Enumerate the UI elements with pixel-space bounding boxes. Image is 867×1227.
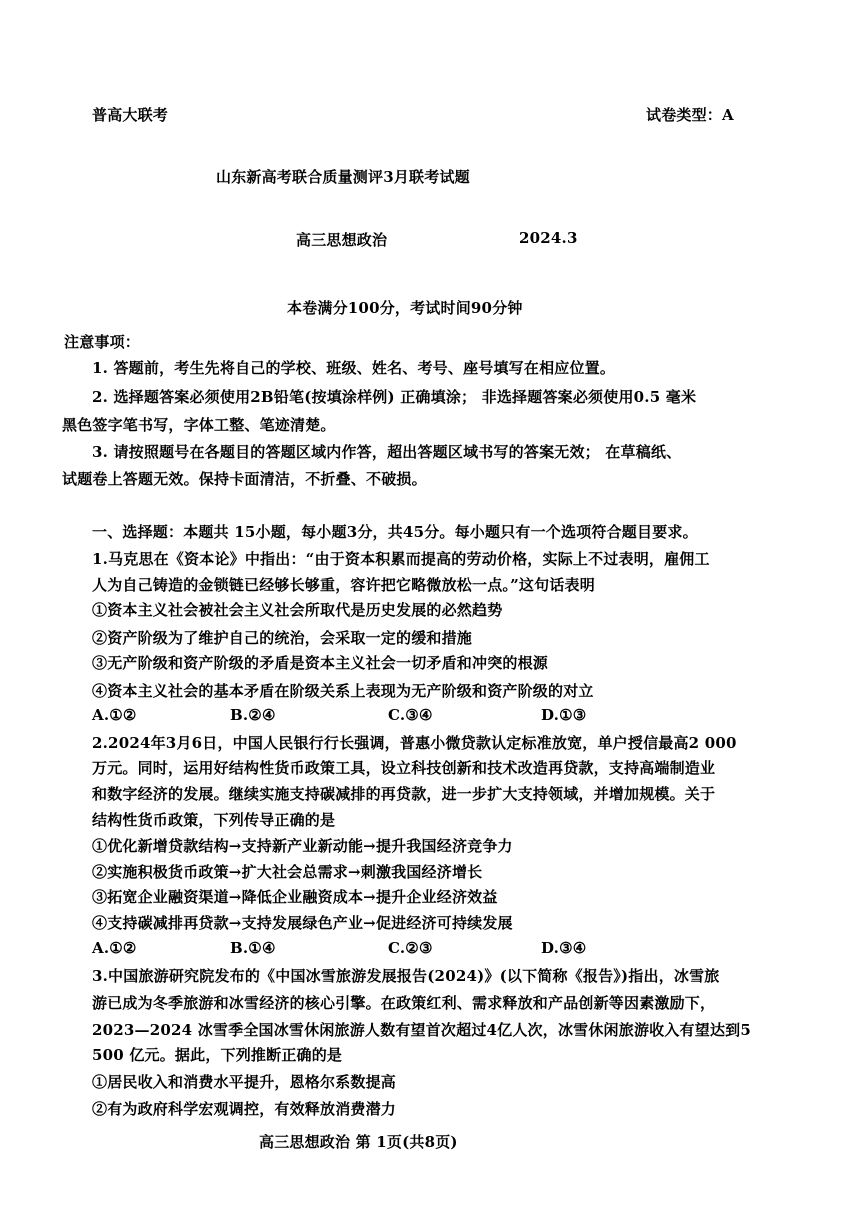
statement-item: ③拓宽企业融资渠道→降低企业融资成本→提升企业经济效益 bbox=[92, 888, 498, 906]
statement-item: ②实施积极货币政策→扩大社会总需求→刺激我国经济增长 bbox=[92, 863, 483, 881]
option-c: C.②③ bbox=[388, 939, 433, 957]
statement-item: ④支持碳减排再贷款→支持发展绿色产业→促进经济可持续发展 bbox=[92, 914, 513, 932]
paper-type: 试卷类型：A bbox=[646, 106, 734, 124]
score-time: 本卷满分100分，考试时间90分钟 bbox=[287, 299, 523, 317]
question-3-text: 游已成为冬季旅游和冰雪经济的核心引擎。在政策红利、需求释放和产品创新等因素激励下， bbox=[92, 994, 716, 1012]
question-1-text: 1.马克思在《资本论》中指出：“由于资本积累而提高的劳动价格，实际上不过表明，雇佣工 bbox=[92, 550, 710, 568]
option-b: B.①④ bbox=[230, 939, 276, 957]
notice-item: 3. 请按照题号在各题目的答题区域内作答，超出答题区域书写的答案无效； 在草稿纸、 bbox=[92, 443, 682, 461]
question-2-text: 2.2024年3月6日，中国人民银行行长强调，普惠小微贷款认定标准放宽，单户授信最高2 000 bbox=[92, 734, 737, 752]
question-2-text: 结构性货币政策，下列传导正确的是 bbox=[92, 811, 336, 829]
section-heading: 一、选择题：本题共 15小题，每小题3分，共45分。每小题只有一个选项符合题目要求。 bbox=[92, 523, 698, 541]
statement-item: ①优化新增贷款结构→支持新产业新动能→提升我国经济竞争力 bbox=[92, 837, 513, 855]
notice-title: 注意事项： bbox=[64, 333, 141, 351]
answer-options bbox=[0, 706, 867, 728]
option-a: A.①② bbox=[92, 939, 137, 957]
option-b: B.②④ bbox=[230, 706, 276, 724]
statement-item: ③无产阶级和资产阶级的矛盾是资本主义社会一切矛盾和冲突的根源 bbox=[92, 654, 549, 672]
exam-date: 2024.3 bbox=[519, 229, 578, 247]
notice-item: 1. 答题前，考生先将自己的学校、班级、姓名、考号、座号填写在相应位置。 bbox=[92, 359, 616, 377]
question-3-text: 500 亿元。据此，下列推断正确的是 bbox=[92, 1046, 343, 1064]
option-c: C.③④ bbox=[388, 706, 433, 724]
question-2-text: 万元。同时，运用好结构性货币政策工具，设立科技创新和技术改造再贷款，支持高端制造业 bbox=[92, 759, 716, 777]
question-1-text: 人为自己铸造的金锁链已经够长够重，容许把它略微放松一点。”这句话表明 bbox=[92, 576, 595, 594]
answer-options bbox=[0, 939, 867, 961]
exam-org: 普高大联考 bbox=[92, 106, 169, 124]
question-3-text: 2023—2024 冰雪季全国冰雪休闲旅游人数有望首次超过4亿人次，冰雪休闲旅游收入有望达到5 bbox=[92, 1021, 751, 1039]
subject-name: 高三思想政治 bbox=[296, 231, 388, 249]
notice-item: 2. 选择题答案必须使用2B铅笔(按填涂样例) 正确填涂； 非选择题答案必须使用0.5 毫米 bbox=[92, 388, 697, 406]
exam-title: 山东新高考联合质量测评3月联考试题 bbox=[216, 168, 470, 186]
page-footer: 高三思想政治 第 1页(共8页) bbox=[259, 1133, 458, 1151]
statement-item: ②有为政府科学宏观调控，有效释放消费潜力 bbox=[92, 1100, 397, 1118]
notice-item: 试题卷上答题无效。保持卡面清洁，不折叠、不破损。 bbox=[62, 470, 427, 488]
statement-item: ②资产阶级为了维护自己的统治，会采取一定的缓和措施 bbox=[92, 629, 473, 647]
statement-item: ①居民收入和消费水平提升，恩格尔系数提高 bbox=[92, 1073, 397, 1091]
statement-item: ①资本主义社会被社会主义社会所取代是历史发展的必然趋势 bbox=[92, 601, 503, 619]
option-a: A.①② bbox=[92, 706, 137, 724]
option-d: D.①③ bbox=[541, 706, 587, 724]
question-3-text: 3.中国旅游研究院发布的《中国冰雪旅游发展报告(2024)》(以下简称《报告》)指出，冰雪旅 bbox=[92, 967, 720, 985]
question-2-text: 和数字经济的发展。继续实施支持碳减排的再贷款，进一步扩大支持领域，并增加规模。关于 bbox=[92, 785, 716, 803]
statement-item: ④资本主义社会的基本矛盾在阶级关系上表现为无产阶级和资产阶级的对立 bbox=[92, 682, 594, 700]
notice-item: 黑色签字笔书写，字体工整、笔迹清楚。 bbox=[62, 416, 336, 434]
option-d: D.③④ bbox=[541, 939, 587, 957]
